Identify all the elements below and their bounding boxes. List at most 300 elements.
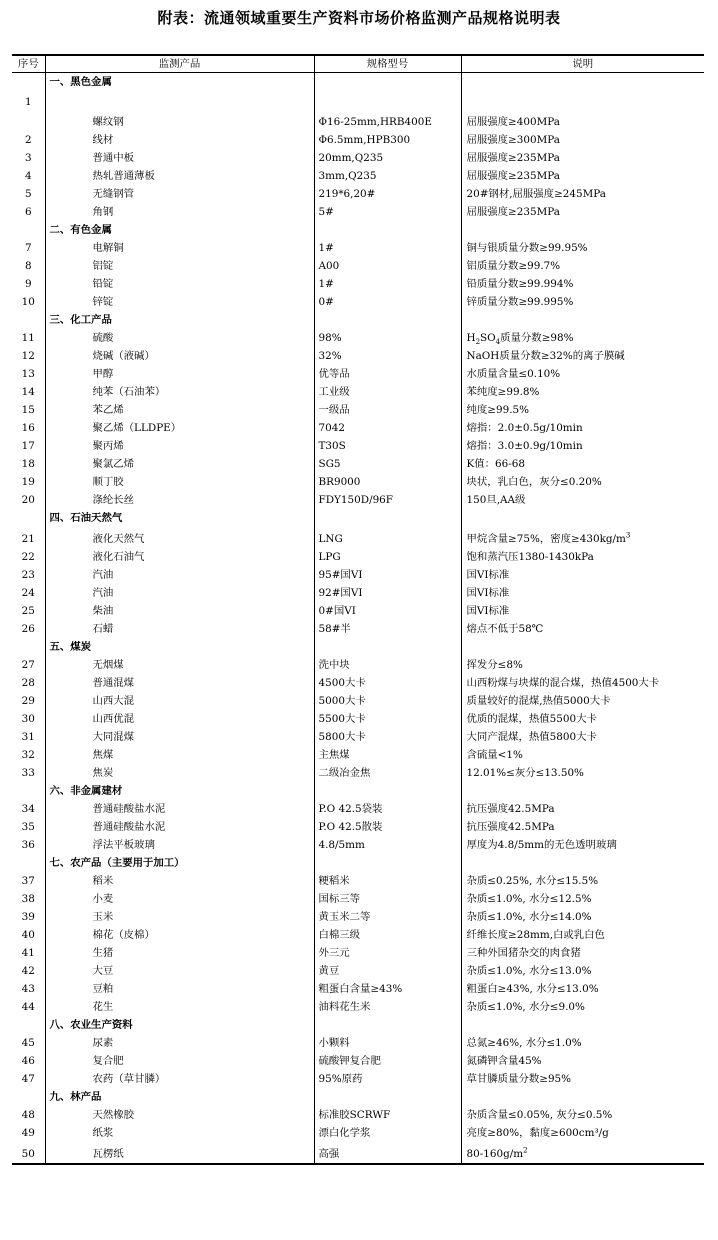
- table-row: [12, 419, 704, 437]
- product-name: 无缝钢管: [45, 185, 314, 203]
- category-label: 三、化工产品: [45, 311, 314, 329]
- table-row: [12, 473, 704, 491]
- spec-cell: 58#半: [314, 620, 461, 638]
- desc-cell: 铜与银质量分数≥99.95%: [466, 242, 588, 254]
- table-row: [12, 728, 704, 746]
- category-row: [12, 782, 704, 800]
- seq-cell: 24: [12, 584, 45, 602]
- category-row: [12, 311, 704, 329]
- table-header-row: [12, 55, 704, 73]
- desc-text: 质量分数≥98%: [500, 332, 574, 344]
- table-row: [12, 437, 704, 455]
- spec-cell: 20mm,Q235: [314, 149, 461, 167]
- seq-cell: 11: [12, 329, 45, 347]
- desc-cell: 纤维长度≥28mm,白或乳白色: [466, 929, 605, 941]
- spec-cell: 优等品: [314, 365, 461, 383]
- product-name: 铝锭: [45, 257, 314, 275]
- product-name: 农药（草甘膦）: [45, 1070, 314, 1088]
- desc-text: H: [466, 332, 476, 344]
- seq-cell: [12, 73, 45, 92]
- desc-cell: [461, 1088, 704, 1106]
- desc-cell: 锌质量分数≥99.995%: [466, 296, 574, 308]
- desc-cell: 20#钢材,屈服强度≥245MPa: [466, 188, 606, 200]
- seq-cell: 36: [12, 836, 45, 854]
- table-row: [12, 818, 704, 836]
- spec-cell: [314, 1088, 461, 1106]
- seq-cell: 23: [12, 566, 45, 584]
- spec-cell: 0#国VI: [314, 602, 461, 620]
- seq-cell: 5: [12, 185, 45, 203]
- spec-cell: 92#国VI: [314, 584, 461, 602]
- spec-cell: 标准胶SCRWF: [314, 1106, 461, 1124]
- table-row: [12, 401, 704, 419]
- desc-cell: NaOH质量分数≥32%的离子膜碱: [466, 350, 625, 362]
- table-row: [12, 347, 704, 365]
- desc-cell: [461, 782, 704, 800]
- product-name: 硫酸: [45, 329, 314, 347]
- seq-cell: 28: [12, 674, 45, 692]
- desc-cell: 抗压强度42.5MPa: [466, 821, 555, 833]
- table-row: [12, 383, 704, 401]
- desc-cell: [461, 311, 704, 329]
- spec-cell: 4.8/5mm: [314, 836, 461, 854]
- table-row: [12, 890, 704, 908]
- spec-cell: 219*6,20#: [314, 185, 461, 203]
- product-name: 普通中板: [45, 149, 314, 167]
- seq-cell: 6: [12, 203, 45, 221]
- table-row: [12, 584, 704, 602]
- spec-cell: 7042: [314, 419, 461, 437]
- table-row: [12, 455, 704, 473]
- table-row: [12, 257, 704, 275]
- spec-cell: [314, 311, 461, 329]
- spec-cell: Φ6.5mm,HPB300: [314, 131, 461, 149]
- desc-cell: 质量较好的混煤,热值5000大卡: [466, 695, 611, 707]
- desc-cell: [461, 509, 704, 527]
- desc-cell: 挥发分≤8%: [466, 659, 523, 671]
- table-row: [12, 1052, 704, 1070]
- product-name: 汽油: [45, 566, 314, 584]
- spec-cell: SG5: [314, 455, 461, 473]
- spec-table: [12, 54, 704, 1165]
- spec-cell: 小颗料: [314, 1034, 461, 1052]
- spec-cell: 国标三等: [314, 890, 461, 908]
- seq-cell: [12, 854, 45, 872]
- table-row: [12, 1070, 704, 1088]
- product-name: 汽油: [45, 584, 314, 602]
- spec-cell: 二级冶金焦: [314, 764, 461, 782]
- spec-cell: 3mm,Q235: [314, 167, 461, 185]
- product-name: 无烟煤: [45, 656, 314, 674]
- product-name: 尿素: [45, 1034, 314, 1052]
- desc-cell: 杂质≤0.25%, 水分≤15.5%: [466, 875, 599, 887]
- seq-cell: 29: [12, 692, 45, 710]
- seq-cell: 48: [12, 1106, 45, 1124]
- product-name: 生猪: [45, 944, 314, 962]
- desc-cell: 屈服强度≥235MPa: [466, 170, 560, 182]
- spec-cell: T30S: [314, 437, 461, 455]
- table-row: [12, 1034, 704, 1052]
- desc-cell: 草甘膦质量分数≥95%: [466, 1073, 572, 1085]
- spec-cell: 黄玉米二等: [314, 908, 461, 926]
- seq-cell: 34: [12, 800, 45, 818]
- desc-cell: 饱和蒸汽压1380-1430kPa: [466, 551, 594, 563]
- product-name: 液化天然气: [45, 527, 314, 548]
- table-row: [12, 746, 704, 764]
- desc-cell: 屈服强度≥300MPa: [466, 134, 560, 146]
- desc-cell: 国VI标准: [466, 605, 510, 617]
- table-row: [12, 91, 704, 131]
- seq-cell: 39: [12, 908, 45, 926]
- desc-cell: 熔指：2.0±0.5g/10min: [466, 422, 583, 434]
- desc-cell: 国VI标准: [466, 569, 510, 581]
- header-name: 监测产品: [45, 55, 314, 73]
- product-name: 普通混煤: [45, 674, 314, 692]
- seq-cell: 22: [12, 548, 45, 566]
- product-name: 聚乙烯（LLDPE）: [45, 419, 314, 437]
- seq-cell: 31: [12, 728, 45, 746]
- seq-cell: 37: [12, 872, 45, 890]
- spec-cell: 98%: [314, 329, 461, 347]
- desc-cell: 纯度≥99.5%: [466, 404, 529, 416]
- spec-cell: 4500大卡: [314, 674, 461, 692]
- header-seq: 序号: [12, 55, 45, 73]
- product-name: 涤纶长丝: [45, 491, 314, 509]
- table-row: [12, 602, 704, 620]
- seq-cell: 19: [12, 473, 45, 491]
- seq-cell: 38: [12, 890, 45, 908]
- spec-cell: 白棉三级: [314, 926, 461, 944]
- product-name: 普通硅酸盐水泥: [45, 800, 314, 818]
- product-name: 顺丁胶: [45, 473, 314, 491]
- spec-cell: 95#国VI: [314, 566, 461, 584]
- spec-cell: 主焦煤: [314, 746, 461, 764]
- spec-cell: 一级品: [314, 401, 461, 419]
- category-label: 七、农产品（主要用于加工）: [45, 854, 314, 872]
- desc-cell: 亮度≥80%，黏度≥600cm³/g: [466, 1127, 609, 1139]
- product-name: 烧碱（液碱）: [45, 347, 314, 365]
- desc-cell: 三种外国猪杂交的肉食猪: [466, 947, 581, 959]
- table-row: [12, 293, 704, 311]
- category-label: 六、非金属建材: [45, 782, 314, 800]
- spec-cell: 5500大卡: [314, 710, 461, 728]
- desc-subscript: 2: [475, 338, 481, 347]
- seq-cell: 8: [12, 257, 45, 275]
- desc-cell: 氮磷钾含量45%: [466, 1055, 542, 1067]
- seq-cell: 4: [12, 167, 45, 185]
- table-row: [12, 872, 704, 890]
- spec-cell: 漂白化学浆: [314, 1124, 461, 1142]
- table-row: [12, 1142, 704, 1164]
- table-row: [12, 1106, 704, 1124]
- seq-cell: 30: [12, 710, 45, 728]
- desc-cell: [461, 1142, 704, 1164]
- spec-cell: 5#: [314, 203, 461, 221]
- table-row: [12, 836, 704, 854]
- seq-cell: 13: [12, 365, 45, 383]
- seq-cell: 35: [12, 818, 45, 836]
- category-row: [12, 854, 704, 872]
- spec-cell: [314, 73, 461, 92]
- seq-cell: 14: [12, 383, 45, 401]
- spec-cell: 粳稻米: [314, 872, 461, 890]
- product-name: 浮法平板玻璃: [45, 836, 314, 854]
- spec-cell: 外三元: [314, 944, 461, 962]
- table-row: [12, 491, 704, 509]
- spec-cell: [314, 509, 461, 527]
- seq-cell: 50: [12, 1142, 45, 1164]
- seq-cell: [12, 509, 45, 527]
- product-name: 螺纹钢: [45, 91, 314, 131]
- spec-cell: 粗蛋白含量≥43%: [314, 980, 461, 998]
- product-name: 纸浆: [45, 1124, 314, 1142]
- seq-cell: 25: [12, 602, 45, 620]
- table-row: [12, 998, 704, 1016]
- table-row: [12, 167, 704, 185]
- seq-cell: 42: [12, 962, 45, 980]
- spec-cell: [314, 638, 461, 656]
- seq-cell: 1: [12, 91, 45, 131]
- table-row: [12, 131, 704, 149]
- table-body: [12, 73, 704, 1165]
- product-name: 角钢: [45, 203, 314, 221]
- category-label: 五、煤炭: [45, 638, 314, 656]
- desc-cell: 屈服强度≥400MPa: [466, 116, 560, 128]
- category-label: 八、农业生产资料: [45, 1016, 314, 1034]
- spec-cell: FDY150D/96F: [314, 491, 461, 509]
- product-name: 线材: [45, 131, 314, 149]
- table-row: [12, 764, 704, 782]
- product-name: 大同混煤: [45, 728, 314, 746]
- category-row: [12, 638, 704, 656]
- table-row: [12, 149, 704, 167]
- seq-cell: 17: [12, 437, 45, 455]
- product-name: 柴油: [45, 602, 314, 620]
- desc-cell: 块状，乳白色，灰分≤0.20%: [466, 476, 602, 488]
- desc-cell: 大同产混煤，热值5800大卡: [466, 731, 597, 743]
- table-row: [12, 710, 704, 728]
- desc-superscript: 3: [625, 531, 631, 540]
- desc-cell: 铝质量分数≥99.7%: [466, 260, 561, 272]
- product-name: 花生: [45, 998, 314, 1016]
- product-name: 纯苯（石油苯）: [45, 383, 314, 401]
- product-name: 天然橡胶: [45, 1106, 314, 1124]
- seq-cell: 3: [12, 149, 45, 167]
- desc-cell: 铅质量分数≥99.994%: [466, 278, 574, 290]
- spec-cell: A00: [314, 257, 461, 275]
- spec-cell: [314, 221, 461, 239]
- table-row: [12, 908, 704, 926]
- product-name: 稻米: [45, 872, 314, 890]
- desc-text: 80-160g/m: [466, 1148, 524, 1160]
- desc-cell: [461, 527, 704, 548]
- seq-cell: 2: [12, 131, 45, 149]
- desc-cell: 杂质≤1.0%, 水分≤13.0%: [466, 965, 592, 977]
- table-row: [12, 620, 704, 638]
- seq-cell: [12, 221, 45, 239]
- seq-cell: 33: [12, 764, 45, 782]
- seq-cell: 20: [12, 491, 45, 509]
- header-desc: 说明: [461, 55, 704, 73]
- desc-cell: 国VI标准: [466, 587, 510, 599]
- product-name: 焦煤: [45, 746, 314, 764]
- seq-cell: 10: [12, 293, 45, 311]
- desc-cell: 水质量含量≤0.10%: [466, 368, 561, 380]
- category-row: [12, 509, 704, 527]
- table-row: [12, 203, 704, 221]
- seq-cell: 46: [12, 1052, 45, 1070]
- table-row: [12, 692, 704, 710]
- table-row: [12, 962, 704, 980]
- seq-cell: 21: [12, 527, 45, 548]
- category-label: 二、有色金属: [45, 221, 314, 239]
- spec-cell: P.O 42.5散装: [314, 818, 461, 836]
- desc-cell: 优质的混煤，热值5500大卡: [466, 713, 597, 725]
- table-row: [12, 800, 704, 818]
- seq-cell: 41: [12, 944, 45, 962]
- seq-cell: 40: [12, 926, 45, 944]
- desc-cell: 熔点不低于58℃: [466, 623, 544, 635]
- product-name: 瓦楞纸: [45, 1142, 314, 1164]
- table-row: [12, 566, 704, 584]
- product-name: 棉花（皮棉）: [45, 926, 314, 944]
- desc-cell: K值：66-68: [466, 458, 525, 470]
- table-row: [12, 656, 704, 674]
- desc-cell: 含硫量<1%: [466, 749, 523, 761]
- seq-cell: [12, 311, 45, 329]
- seq-cell: 16: [12, 419, 45, 437]
- seq-cell: [12, 1016, 45, 1034]
- seq-cell: [12, 1088, 45, 1106]
- seq-cell: 7: [12, 239, 45, 257]
- desc-cell: 熔指：3.0±0.9g/10min: [466, 440, 583, 452]
- spec-cell: 95%原药: [314, 1070, 461, 1088]
- desc-cell: 杂质≤1.0%, 水分≤9.0%: [466, 1001, 585, 1013]
- seq-cell: 49: [12, 1124, 45, 1142]
- seq-cell: 26: [12, 620, 45, 638]
- seq-cell: 43: [12, 980, 45, 998]
- desc-cell: 屈服强度≥235MPa: [466, 152, 560, 164]
- product-name: 普通硅酸盐水泥: [45, 818, 314, 836]
- desc-text: SO: [480, 332, 496, 344]
- seq-cell: 18: [12, 455, 45, 473]
- table-row: [12, 275, 704, 293]
- desc-cell: 苯纯度≥99.8%: [466, 386, 540, 398]
- desc-cell: 12.01%≤灰分≤13.50%: [466, 767, 584, 779]
- seq-cell: 47: [12, 1070, 45, 1088]
- spec-cell: 工业级: [314, 383, 461, 401]
- spec-cell: 1#: [314, 275, 461, 293]
- product-name: 大豆: [45, 962, 314, 980]
- category-label: 一、黑色金属: [45, 73, 314, 92]
- desc-cell: 杂质≤1.0%, 水分≤12.5%: [466, 893, 592, 905]
- category-row: [12, 1088, 704, 1106]
- spec-cell: 油料花生米: [314, 998, 461, 1016]
- desc-cell: 杂质含量≤0.05%, 灰分≤0.5%: [466, 1109, 613, 1121]
- product-name: 铅锭: [45, 275, 314, 293]
- desc-cell: 总氮≥46%, 水分≤1.0%: [466, 1037, 582, 1049]
- desc-cell: 屈服强度≥235MPa: [466, 206, 560, 218]
- spec-cell: LPG: [314, 548, 461, 566]
- spec-cell: 黄豆: [314, 962, 461, 980]
- spec-cell: LNG: [314, 527, 461, 548]
- seq-cell: [12, 638, 45, 656]
- seq-cell: 32: [12, 746, 45, 764]
- seq-cell: 9: [12, 275, 45, 293]
- product-name: 液化石油气: [45, 548, 314, 566]
- product-name: 山西优混: [45, 710, 314, 728]
- table-row: [12, 527, 704, 548]
- desc-cell: 粗蛋白≥43%, 水分≤13.0%: [466, 983, 599, 995]
- table-row: [12, 944, 704, 962]
- desc-cell: [461, 221, 704, 239]
- product-name: 小麦: [45, 890, 314, 908]
- table-row: [12, 185, 704, 203]
- spec-cell: [314, 782, 461, 800]
- product-name: 玉米: [45, 908, 314, 926]
- spec-cell: P.O 42.5袋装: [314, 800, 461, 818]
- header-spec: 规格型号: [314, 55, 461, 73]
- desc-cell: [461, 1016, 704, 1034]
- table-row: [12, 926, 704, 944]
- desc-cell: 杂质≤1.0%, 水分≤14.0%: [466, 911, 592, 923]
- spec-cell: 高强: [314, 1142, 461, 1164]
- desc-cell: [461, 638, 704, 656]
- product-name: 山西大混: [45, 692, 314, 710]
- seq-cell: [12, 782, 45, 800]
- category-row: [12, 221, 704, 239]
- table-row: [12, 674, 704, 692]
- table-row: [12, 239, 704, 257]
- seq-cell: 44: [12, 998, 45, 1016]
- spec-cell: Φ16-25mm,HRB400E: [314, 91, 461, 131]
- product-name: 复合肥: [45, 1052, 314, 1070]
- spec-cell: 1#: [314, 239, 461, 257]
- desc-text: 甲烷含量≥75%，密度≥430kg/m: [466, 533, 626, 545]
- desc-cell: 山西粉煤与块煤的混合煤，热值4500大卡: [466, 677, 660, 689]
- spec-cell: 0#: [314, 293, 461, 311]
- desc-superscript: 2: [523, 1146, 528, 1155]
- table-row: [12, 1124, 704, 1142]
- category-label: 四、石油天然气: [45, 509, 314, 527]
- product-name: 聚氯乙烯: [45, 455, 314, 473]
- desc-cell: [461, 854, 704, 872]
- spec-cell: 32%: [314, 347, 461, 365]
- product-name: 苯乙烯: [45, 401, 314, 419]
- product-name: 热轧普通薄板: [45, 167, 314, 185]
- seq-cell: 12: [12, 347, 45, 365]
- page-title: 附表：流通领域重要生产资料市场价格监测产品规格说明表: [157, 9, 561, 27]
- desc-cell: 150旦,AA级: [466, 494, 526, 506]
- spec-cell: [314, 854, 461, 872]
- spec-cell: [314, 1016, 461, 1034]
- product-name: 聚丙烯: [45, 437, 314, 455]
- product-name: 石蜡: [45, 620, 314, 638]
- spec-cell: 5000大卡: [314, 692, 461, 710]
- desc-cell: 抗压强度42.5MPa: [466, 803, 555, 815]
- category-row: [12, 1016, 704, 1034]
- spec-cell: BR9000: [314, 473, 461, 491]
- category-row: [12, 73, 704, 92]
- product-name: 电解铜: [45, 239, 314, 257]
- table-row: [12, 365, 704, 383]
- product-name: 焦炭: [45, 764, 314, 782]
- category-label: 九、林产品: [45, 1088, 314, 1106]
- seq-cell: 27: [12, 656, 45, 674]
- desc-cell: 厚度为4.8/5mm的无色透明玻璃: [466, 839, 617, 851]
- product-name: 甲醇: [45, 365, 314, 383]
- table-row: [12, 980, 704, 998]
